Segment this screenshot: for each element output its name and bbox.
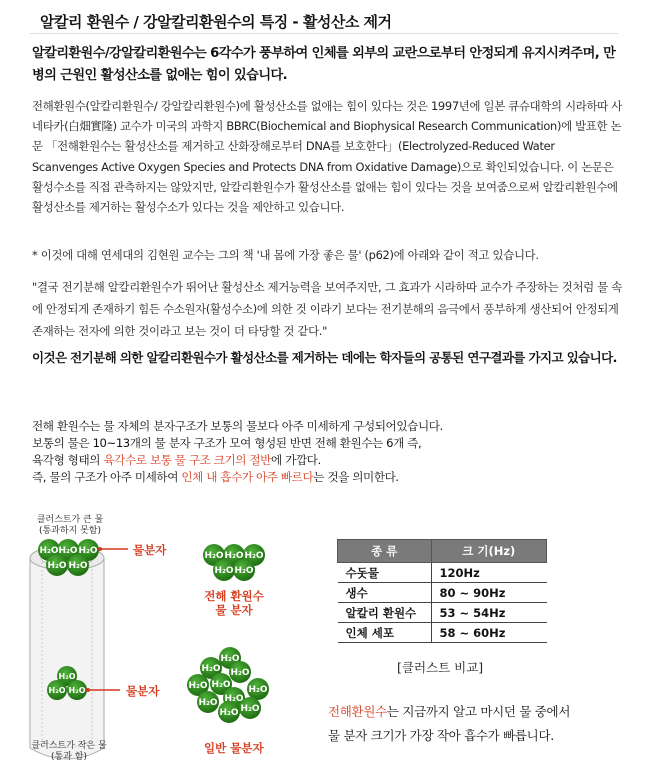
note-line: * 이것에 대해 연세대의 김현원 교수는 그의 책 '내 몸에 가장 좋은 물' (p62)에 아래와 같이 적고 있습니다.	[32, 248, 539, 262]
highlight-absorption: 인체 내 흡수가 아주 빠르다	[181, 470, 314, 484]
svg-text:H₂O: H₂O	[220, 654, 240, 664]
svg-text:H₂O: H₂O	[230, 668, 250, 678]
normal-molecule-label: 일반 물분자	[204, 741, 264, 755]
svg-text:H₂O: H₂O	[219, 708, 239, 718]
structure-paragraph	[32, 418, 622, 486]
table-header-type: 종 류	[338, 540, 432, 563]
table-header-row	[338, 540, 547, 563]
svg-text:H₂O: H₂O	[240, 704, 260, 714]
table-row: 수돗물 120Hz	[338, 563, 547, 583]
structure-line-3: 육각형 형태의 육각수로 보통 물 구조 크기의 절반에 가깝다.	[32, 453, 321, 467]
table-row: 알칼리 환원수 53 ~ 54Hz	[338, 603, 547, 623]
svg-text:H₂O: H₂O	[244, 551, 264, 561]
svg-text:H₂O: H₂O	[214, 566, 234, 576]
molecule-label-bottom: 물분자	[126, 684, 160, 698]
cluster-size-table	[337, 539, 547, 643]
svg-text:H₂O: H₂O	[39, 546, 59, 556]
svg-text:H₂O: H₂O	[248, 685, 268, 695]
table-row: 생수 80 ~ 90Hz	[338, 583, 547, 603]
summary-line-1: 전해환원수는 지금까지 알고 마시던 물 중에서	[328, 704, 571, 719]
highlight-electrolyzed: 전해환원수	[328, 704, 387, 719]
svg-text:H₂O: H₂O	[78, 546, 98, 556]
svg-text:H₂O: H₂O	[68, 561, 88, 571]
electrolyzed-molecule-label: 전해 환원수 물 분자	[204, 589, 264, 617]
structure-line-1: 전해 환원수는 물 자체의 분자구조가 보통의 물보다 아주 미세하게 구성되어있습니다.	[32, 419, 443, 433]
electrolyzed-cluster	[203, 544, 265, 581]
structure-line-2: 보통의 물은 10~13개의 물 분자 구조가 모여 형성된 반면 전해 환원수는 6개 즉,	[32, 436, 422, 450]
table-header-size: 크 기(Hz)	[431, 540, 547, 563]
svg-text:H₂O: H₂O	[234, 566, 254, 576]
svg-text:H₂O: H₂O	[58, 546, 78, 556]
svg-text:H₂O: H₂O	[58, 672, 76, 681]
svg-text:H₂O: H₂O	[198, 698, 218, 708]
cylinder-illustration	[30, 546, 104, 759]
svg-text:H₂O: H₂O	[47, 561, 67, 571]
research-paragraph: 전해환원수(알칼리환원수/ 강알칼리환원수)에 활성산소를 없애는 힘이 있다는 것은 1997년에 일본 큐슈대학의 시라하따 사네타카(白畑實隆) 교수가 미국의 과학지 BBRC(Biochemical and Biophysical Research Communication)에 발표한 논문 「전해환원수는 활성산소를 제거하고 산화장해로부터 DNA를 보호한다」(Electrolyzed-Reduced Water Scanvenges Active Oxygen Species and Protects DNA from Oxidative Damage)으로 확인되었습니다. 이 논문은 활성수소를 직접 관측하지는 않았지만, 알칼리환원수가 활성산소를 없애는 힘이 있다는 것을 보여줌으로써 알칼리환원수에 활성산소를 제거하는 활성수소가 있다는 것을 제안하고 있습니다.	[32, 99, 622, 215]
summary-text	[328, 700, 570, 748]
page-title: 알칼리 환원수 / 강알칼리환원수의 특징 - 활성산소 제거	[40, 13, 392, 31]
title-divider	[30, 33, 618, 34]
table-row: 인체 세포 58 ~ 60Hz	[338, 623, 547, 643]
svg-text:H₂O: H₂O	[204, 551, 224, 561]
svg-text:H₂O: H₂O	[211, 680, 231, 690]
small-cluster-label: 클러스트가 작은 물 (통과 함)	[31, 741, 107, 762]
conclusion-paragraph: 이것은 전기분해 의한 알칼리환원수가 활성산소를 제거하는 데에는 학자들의 공통된 연구결과를 가지고 있습니다.	[32, 350, 617, 365]
large-cluster-label: 클러스트가 큰 물 (통과하지 못함)	[36, 515, 104, 536]
molecule-label-top: 물분자	[133, 543, 167, 557]
svg-text:H₂O: H₂O	[48, 686, 66, 695]
structure-line-4: 즉, 물의 구조가 아주 미세하여 인체 내 흡수가 아주 빠르다는 것을 의미한다.	[32, 470, 399, 484]
quote-paragraph: "결국 전기분해 알칼리환원수가 뛰어난 활성산소 제거능력을 보여주지만, 그 효과가 시라하따 교수가 주장하는 것처럼 물 속에 안정되게 존재하기 힘든 수소원자(활성수소)에 의한 것 이라기 보다는 전기분해의 음극에서 풍부하게 생산되어 안정되게 존재하는 전자에 의한 것이라고 보는 것이 더 타당할 것 같다."	[32, 280, 622, 338]
table-caption: [클러스트 비교]	[397, 660, 484, 675]
svg-text:H₂O: H₂O	[188, 681, 208, 691]
highlight-hexagonal: 육각수로 보통 물 구조 크기의 절반	[103, 453, 271, 467]
normal-cluster	[187, 647, 269, 723]
lead-paragraph: 알칼리환원수/강알칼리환원수는 6각수가 풍부하여 인체를 외부의 교란으로부터 안정되게 유지시켜주며, 만병의 근원인 활성산소를 없애는 힘이 있습니다.	[32, 46, 616, 83]
svg-text:H₂O: H₂O	[224, 694, 244, 704]
svg-text:H₂O: H₂O	[224, 551, 244, 561]
summary-line-2: 물 분자 크기가 가장 작아 흡수가 빠릅니다.	[328, 728, 554, 743]
svg-text:H₂O: H₂O	[68, 686, 86, 695]
svg-text:H₂O: H₂O	[201, 664, 221, 674]
